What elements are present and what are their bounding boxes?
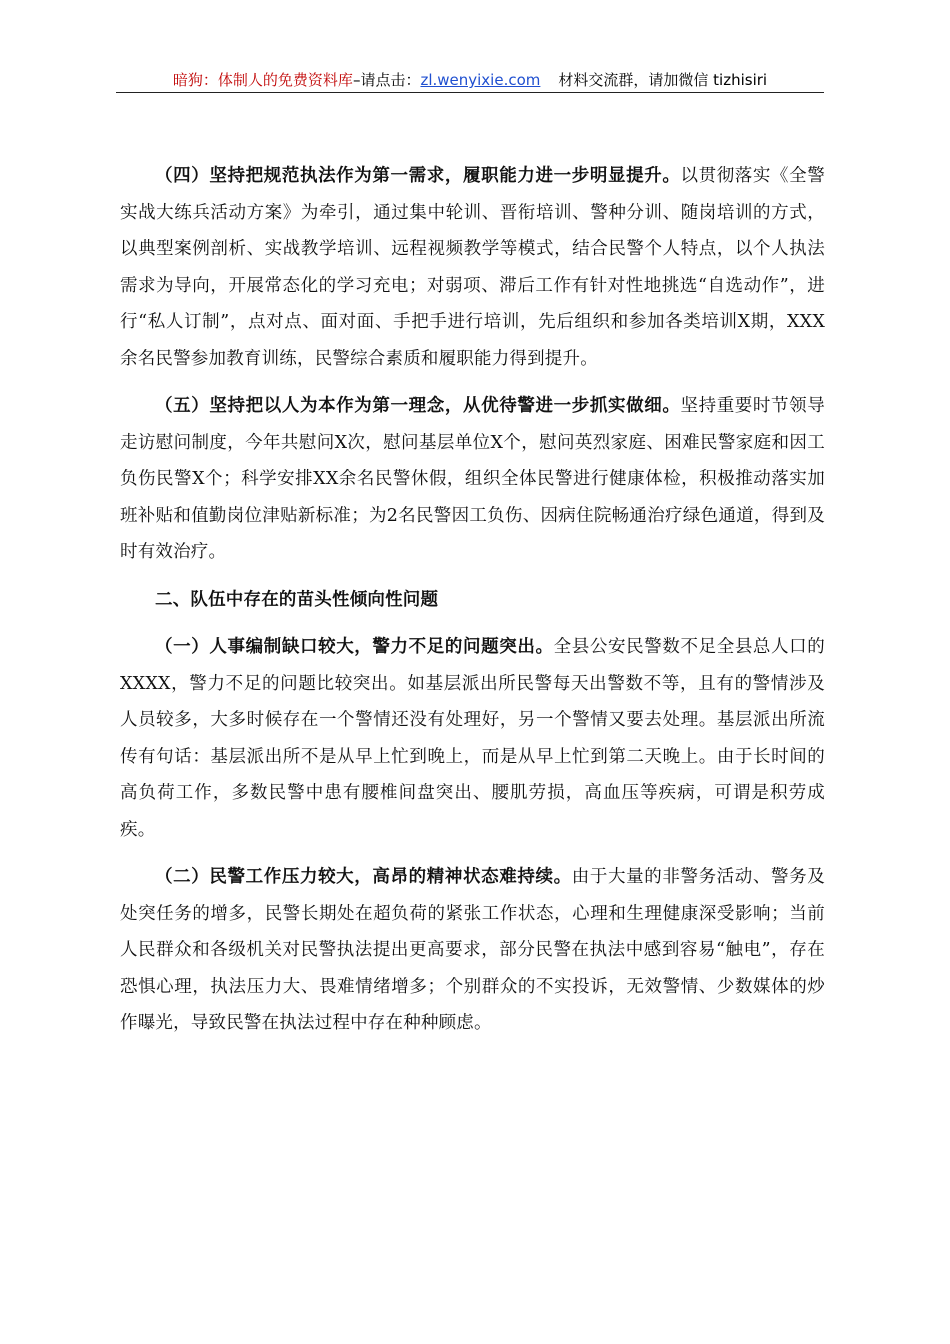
header-source-label: 暗狗：体制人的免费资料库 [172,71,353,89]
paragraph-lead: （二）民警工作压力较大，高昂的精神状态难持续。 [155,867,572,887]
document-body [120,158,825,1053]
section-heading-2: 二、队伍中存在的苗头性倾向性问题 [155,589,439,610]
paragraph-section-4 [120,158,825,377]
header-contact: 材料交流群，请加微信 tizhisiri [558,71,768,89]
paragraph-issue-2 [120,859,825,1042]
paragraph-body: 以贯彻落实《全警实战大练兵活动方案》为牵引，通过集中轮训、晋衔培训、警种分训、随岗培训的方式，以典型案例剖析、实战教学培训、远程视频教学等模式，结合民警个人特点，以个人执法需求为导向，开展常态化的学习充电；对弱项、滞后工作有针对性地挑选“自选动作”，进行“私人订制”，点对点、面对面、手把手进行培训，先后组织和参加各类培训X期，XXX余名民警参加教育训练，民警综合素质和履职能力得到提升。 [120,166,825,369]
header-link[interactable]: zl.wenyixie.com [420,71,541,89]
header-separator: –请点击： [352,71,421,89]
paragraph-issue-1 [120,629,825,848]
page-header [116,68,824,93]
paragraph-body: 由于大量的非警务活动、警务及处突任务的增多，民警长期处在超负荷的紧张工作状态，心理和生理健康深受影响；当前人民群众和各级机关对民警执法提出更高要求，部分民警在执法中感到容易“触电”，存在恐惧心理，执法压力大、畏难情绪增多；个别群众的不实投诉，无效警情、少数媒体的炒作曝光，导致民警在执法过程中存在种种顾虑。 [120,867,825,1033]
paragraph-lead: （五）坚持把以人为本作为第一理念，从优待警进一步抓实做细。 [155,396,681,416]
paragraph-body: 全县公安民警数不足全县总人口的XXXX，警力不足的问题比较突出。如基层派出所民警每天出警数不等，且有的警情涉及人员较多，大多时候存在一个警情还没有处理好，另一个警情又要去处理。基层派出所流传有句话：基层派出所不是从早上忙到晚上，而是从早上忙到第二天晚上。由于长时间的高负荷工作，多数民警中患有腰椎间盘突出、腰肌劳损，高血压等疾病，可谓是积劳成疾。 [120,637,825,840]
paragraph-lead: （四）坚持把规范执法作为第一需求，履职能力进一步明显提升。 [155,166,681,186]
paragraph-body: 坚持重要时节领导走访慰问制度，今年共慰问X次，慰问基层单位X个，慰问英烈家庭、困难民警家庭和因工负伤民警X个；科学安排XX余名民警休假，组织全体民警进行健康体检，积极推动落实加班补贴和值勤岗位津贴新标准；为2名民警因工负伤、因病住院畅通治疗绿色通道，得到及时有效治疗。 [120,396,825,562]
paragraph-section-5 [120,388,825,571]
paragraph-lead: （一）人事编制缺口较大，警力不足的问题突出。 [155,637,554,657]
